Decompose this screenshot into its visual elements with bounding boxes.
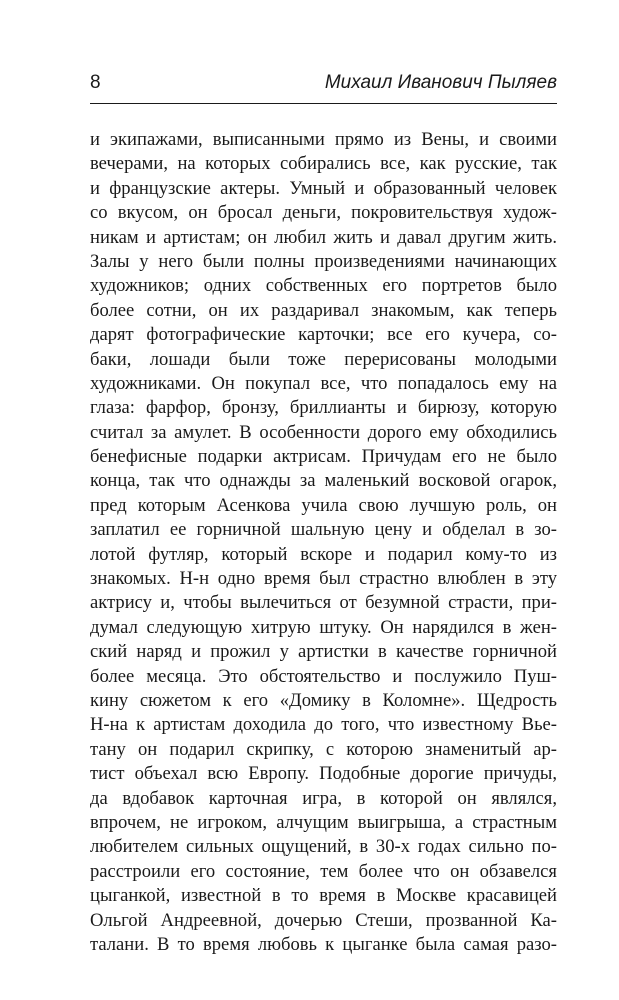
text-line: пред которым Асенкова учила свою лучшую роль, он bbox=[90, 494, 557, 516]
text-line: актрису и, чтобы вылечиться от безумной страсти, при- bbox=[90, 592, 557, 614]
text-line: баки, лошади были тоже перерисованы молодыми bbox=[90, 348, 557, 370]
text-line: дарят фотографические карточки; все его кучера, со- bbox=[90, 324, 557, 346]
running-title: Михаил Иванович Пыляев bbox=[324, 72, 557, 93]
body-text bbox=[90, 128, 557, 957]
text-line: конца, так что однажды за маленький восковой огарок, bbox=[90, 470, 557, 492]
text-line: более месяца. Это обстоятельство и послужило Пуш- bbox=[90, 665, 557, 687]
text-line: цыганкой, известной в то время в Москве красавицей bbox=[90, 885, 557, 907]
page-number: 8 bbox=[90, 72, 101, 93]
text-line: Залы у него были полны произведениями начинающих bbox=[90, 250, 557, 272]
text-line: талани. В то время любовь к цыганке была самая разо- bbox=[90, 933, 557, 955]
text-line: думал следующую хитрую штуку. Он нарядился в жен- bbox=[90, 616, 557, 638]
text-line: бенефисные подарки актрисам. Причудам его не было bbox=[90, 446, 557, 468]
text-line: Н-на к артистам доходила до того, что известному Вье- bbox=[90, 714, 557, 736]
text-line: кину сюжетом к его «Домику в Коломне». Щедрость bbox=[90, 689, 557, 711]
text-line: тист объехал всю Европу. Подобные дорогие причуды, bbox=[90, 763, 557, 785]
text-line: со вкусом, он бросал деньги, покровительствуя худож- bbox=[90, 202, 557, 224]
text-line: ский наряд и прожил у артистки в качестве горничной bbox=[90, 641, 557, 663]
text-line: Ольгой Андреевной, дочерью Стеши, прозванной Ка- bbox=[90, 909, 557, 931]
text-line: художниками. Он покупал все, что попадалось ему на bbox=[90, 372, 557, 394]
text-line: и экипажами, выписанными прямо из Вены, и своими bbox=[90, 129, 557, 150]
text-line: лотой футляр, который вскоре и подарил кому-то из bbox=[90, 543, 557, 565]
text-line: впрочем, не игроком, алчущим выигрыша, а страстным bbox=[90, 811, 557, 833]
text-line: любителем сильных ощущений, в 30-х годах сильно по- bbox=[90, 836, 557, 858]
text-line: расстроили его состояние, тем более что он обзавелся bbox=[90, 860, 557, 882]
text-line: и французские актеры. Умный и образованный человек bbox=[90, 177, 557, 199]
text-line: никам и артистам; он любил жить и давал другим жить. bbox=[90, 226, 557, 248]
text-line: знакомых. Н-н одно время был страстно влюблен в эту bbox=[90, 568, 557, 590]
text-line: глаза: фарфор, бронзу, бриллианты и бирюзу, которую bbox=[90, 397, 557, 419]
text-line: вечерами, на которых собирались все, как русские, так bbox=[90, 153, 557, 175]
running-head bbox=[90, 70, 557, 104]
text-line: заплатил ее горничной шальную цену и обделал в зо- bbox=[90, 519, 557, 541]
text-line: считал за амулет. В особенности дорого ему обходились bbox=[90, 421, 557, 443]
text-line: художников; одних собственных его портретов было bbox=[90, 275, 557, 297]
text-line: более сотни, он их раздаривал знакомым, как теперь bbox=[90, 299, 557, 321]
text-line: тану он подарил скрипку, с которою знаменитый ар- bbox=[90, 738, 557, 760]
text-line: да вдобавок карточная игра, в которой он являлся, bbox=[90, 787, 557, 809]
